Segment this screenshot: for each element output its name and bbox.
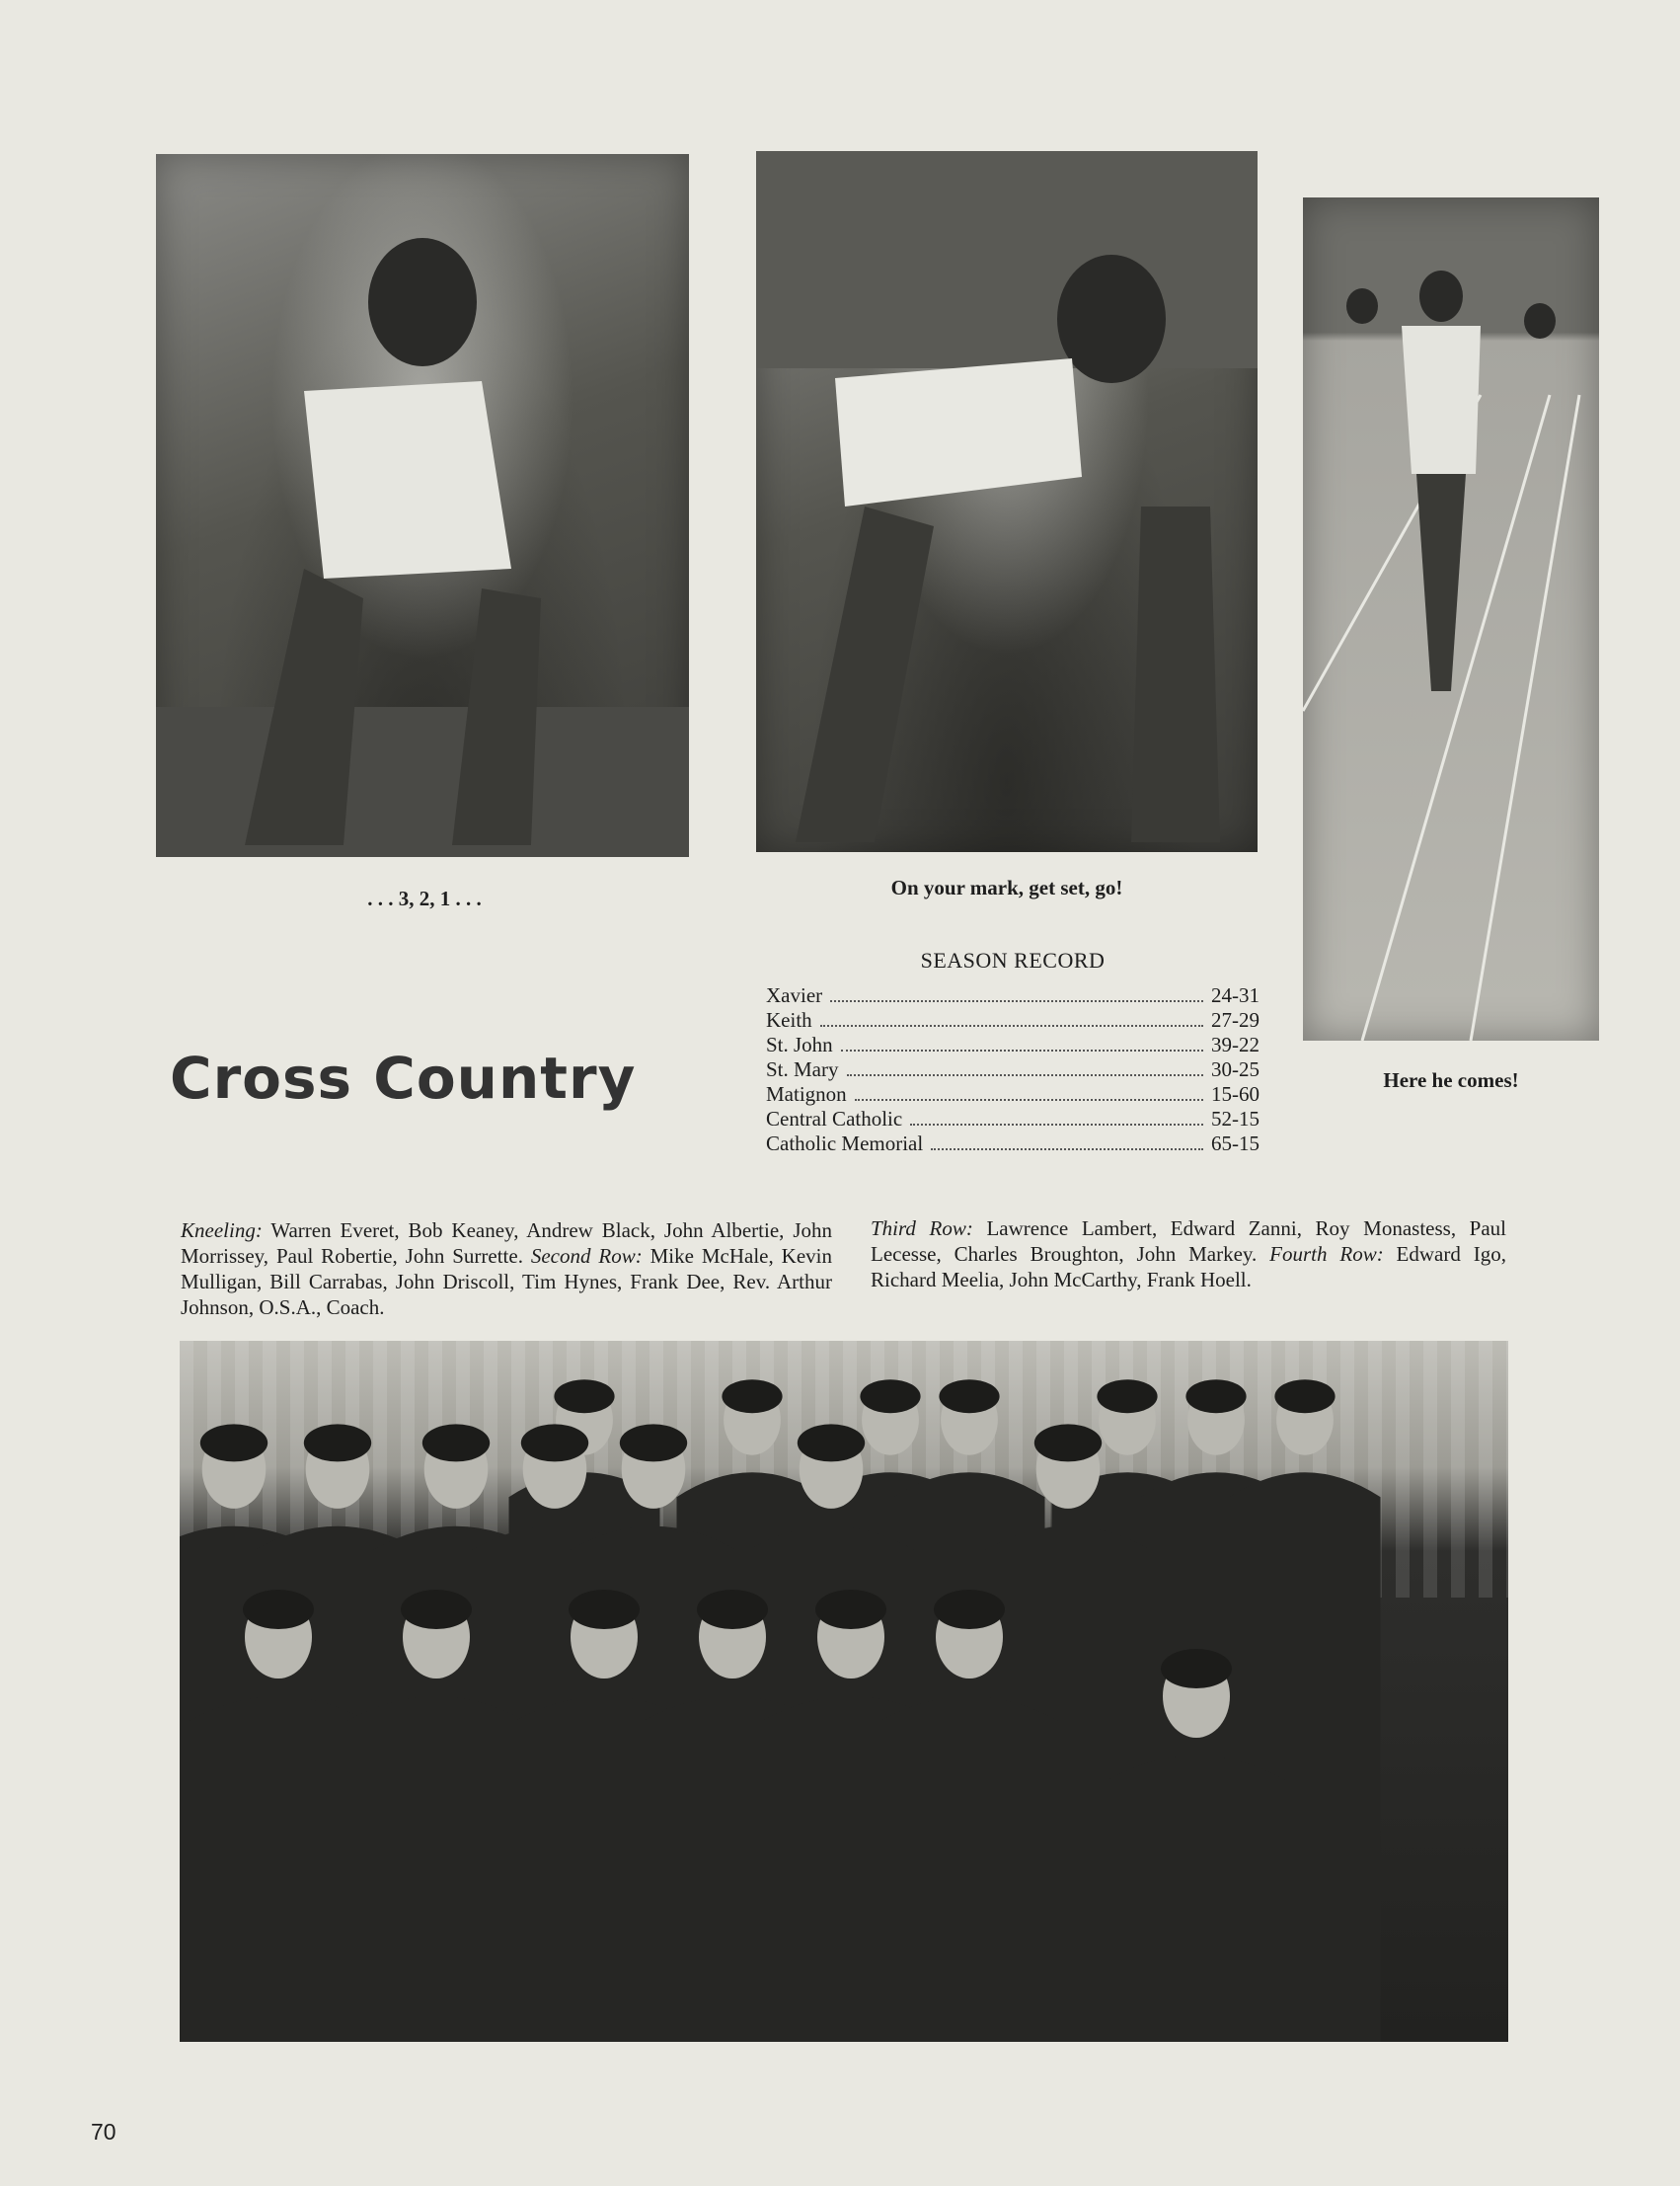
photo-runners-on-track (1303, 197, 1599, 1041)
season-record-table (766, 948, 1260, 1156)
photo-runner-crouch-2 (756, 151, 1258, 852)
record-team: Keith (766, 1008, 812, 1032)
record-team: Catholic Memorial (766, 1132, 924, 1155)
page-number: 70 (91, 2119, 116, 2145)
roster-label-kneeling: Kneeling: (181, 1218, 263, 1242)
dot-leader (910, 1124, 1203, 1126)
roster-kneeling-names: Warren Everet, Bob Keaney, Andrew Black, John Albertie, John Morrissey, Paul Robertie, John Surrette. (181, 1218, 832, 1268)
team-photo (180, 1341, 1508, 2042)
photo-caption-1: . . . 3, 2, 1 . . . (367, 887, 482, 910)
record-team: Xavier (766, 983, 823, 1007)
roster-column-right (871, 1215, 1506, 1292)
record-score: 52-15 (1211, 1107, 1260, 1131)
record-score: 30-25 (1211, 1057, 1260, 1081)
photo-runner-crouch-1 (156, 154, 689, 857)
roster-fourth-row-names: Edward Igo, Richard Meelia, John McCarthy, Frank Hoell. (871, 1242, 1506, 1291)
dot-leader (830, 1000, 1203, 1002)
roster-label-third-row: Third Row: (871, 1216, 973, 1240)
record-row (766, 1033, 1260, 1057)
photo-caption-3: Here he comes! (1383, 1068, 1519, 1092)
roster-label-fourth-row: Fourth Row: (1269, 1242, 1384, 1266)
record-team: St. Mary (766, 1057, 839, 1081)
record-row (766, 1107, 1260, 1132)
record-score: 39-22 (1211, 1033, 1260, 1056)
record-row (766, 983, 1260, 1008)
photo-caption-2: On your mark, get set, go! (890, 876, 1123, 899)
record-score: 24-31 (1211, 983, 1260, 1007)
record-row (766, 1008, 1260, 1033)
record-score: 15-60 (1211, 1082, 1260, 1106)
roster-label-second-row: Second Row: (530, 1244, 643, 1268)
dot-leader (841, 1050, 1203, 1052)
record-row (766, 1082, 1260, 1107)
roster-third-row-names: Lawrence Lambert, Edward Zanni, Roy Monastess, Paul Lecesse, Charles Broughton, John Markey. (871, 1216, 1507, 1266)
dot-leader (855, 1099, 1203, 1101)
record-team: Central Catholic (766, 1107, 903, 1131)
record-score: 27-29 (1211, 1008, 1260, 1032)
dot-leader (847, 1074, 1204, 1076)
season-record-heading: SEASON RECORD (920, 948, 1106, 973)
roster-second-row-names: Mike McHale, Kevin Mulligan, Bill Carrabas, John Driscoll, Tim Hynes, Frank Dee, Rev. Arthur Johnson, O.S.A., Coach. (181, 1244, 832, 1319)
page-title: Cross Country (170, 1045, 637, 1112)
record-row (766, 1132, 1260, 1156)
dot-leader (931, 1148, 1203, 1150)
dot-leader (820, 1025, 1203, 1027)
record-team: St. John (766, 1033, 833, 1056)
record-team: Matignon (766, 1082, 847, 1106)
roster-column-left (181, 1217, 832, 1320)
record-row (766, 1057, 1260, 1082)
record-score: 65-15 (1211, 1132, 1260, 1155)
